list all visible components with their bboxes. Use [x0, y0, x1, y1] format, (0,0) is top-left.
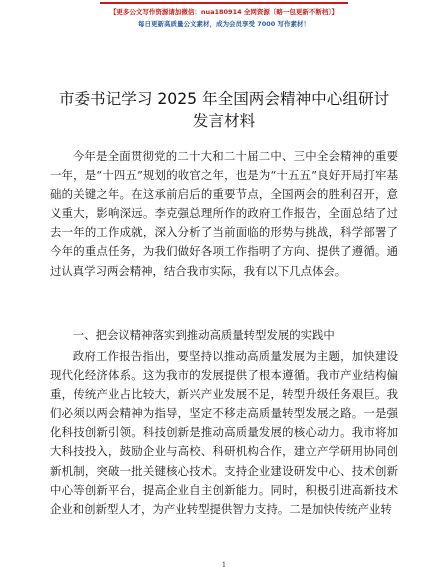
intro-paragraph: 今年是全面贯彻党的二十大和二十届二中、三中全会精神的重要一年，是“十四五”规划的收官之年，也是为“十五五”良好开局打牢基础的关键之年。在这承前启后的重要节点，全国两会的胜利召开，意义重大，影响深远。李克强总理所作的政府工作报告，全面总结了过去一年的工作成就，深入分析了当前面临的形势与挑战，科学部署了今年的重点任务，为我们做好各项工作指明了方向、提供了遵循。通过认真学习两会精神，结合我市实际，我有以下几点体会。	[50, 149, 398, 278]
document-title-line-2: 发言材料	[192, 112, 256, 130]
promo-banner-line-2: 每日更新高质量公文素材，成为会员享受 7000 写作素材！	[137, 20, 311, 28]
page-number: 1	[221, 561, 227, 569]
promo-banner-line-1: 【更多公文写作资源请加微信：nua180914 全网资源〔略一包更新不断档〕】	[109, 8, 339, 16]
document-title-line-1: 市委书记学习 2025 年全国两会精神中心组研讨	[58, 90, 390, 108]
banner-top-border	[100, 2, 348, 4]
section-1-paragraph: 政府工作报告指出，要坚持以推动高质量发展为主题，加快建设现代化经济体系。这为我市的发展提供了根本遵循。我市产业结构偏重，传统产业占比较大，新兴产业发展不足，转型升级任务艰巨。我们必须以两会精神为指导，坚定不移走高质量转型发展之路。一是强化科技创新引领。科技创新是推动高质量发展的核心动力。我市将加大科技投入，鼓励企业与高校、科研机构合作，建立产学研用协同创新机制，突破一批关键核心技术。支持企业建设研发中心、技术创新中心等创新平台，提高企业自主创新能力。同时，积极引进高新技术企业和创新型人才，为产业转型提供智力支持。二是加快传统产业转	[50, 349, 398, 516]
section-1-heading: 一、把会议精神落实到推动高质量转型发展的实践中	[72, 328, 335, 342]
